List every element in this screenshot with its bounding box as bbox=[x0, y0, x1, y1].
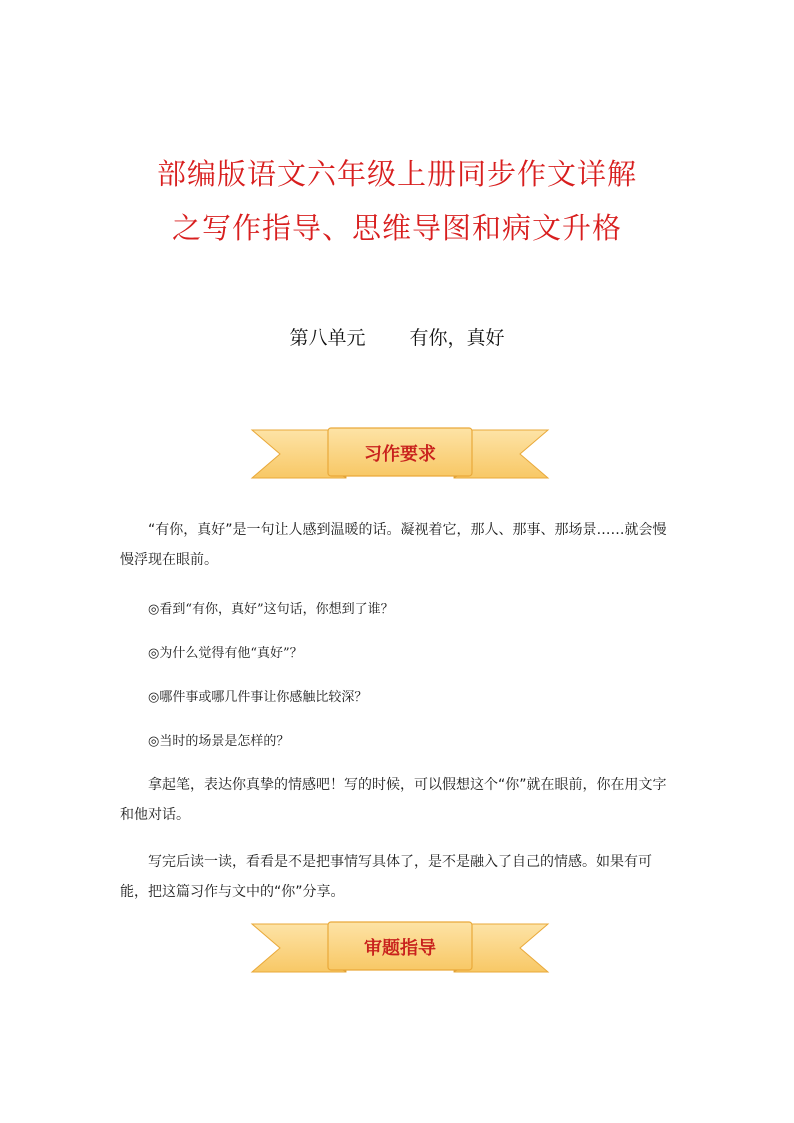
banner-requirements-label: 习作要求 bbox=[364, 444, 436, 465]
paragraph-review: 写完后读一读，看看是不是把事情写具体了，是不是融入了自己的情感。如果有可能，把这篇习作与文中的“你”分享。 bbox=[120, 854, 652, 900]
unit-name: 第八单元 bbox=[289, 327, 366, 349]
document-title-line-2: 之写作指导、思维导图和病文升格 bbox=[171, 211, 622, 245]
unit-topic: 有你，真好 bbox=[409, 327, 505, 349]
question-2: ◎为什么觉得有他“真好”？ bbox=[148, 646, 303, 661]
paragraph-write: 拿起笔，表达你真挚的情感吧！写的时候，可以假想这个“你”就在眼前，你在用文字和他对话。 bbox=[120, 777, 667, 823]
paragraph-intro: “有你，真好”是一句让人感到温暖的话。凝视着它，那人、那事、那场景……就会慢慢浮现在眼前。 bbox=[120, 522, 667, 568]
document-title-line-1: 部编版语文六年级上册同步作文详解 bbox=[156, 157, 637, 191]
question-3: ◎哪件事或哪几件事让你感触比较深？ bbox=[148, 690, 368, 705]
banner-requirements bbox=[250, 424, 550, 486]
question-4: ◎当时的场景是怎样的？ bbox=[148, 734, 290, 749]
banner-guidance-label: 审题指导 bbox=[364, 938, 436, 959]
banner-guidance bbox=[250, 918, 550, 980]
unit-heading bbox=[0, 323, 794, 350]
question-1: ◎看到“有你，真好”这句话，你想到了谁？ bbox=[148, 602, 394, 617]
